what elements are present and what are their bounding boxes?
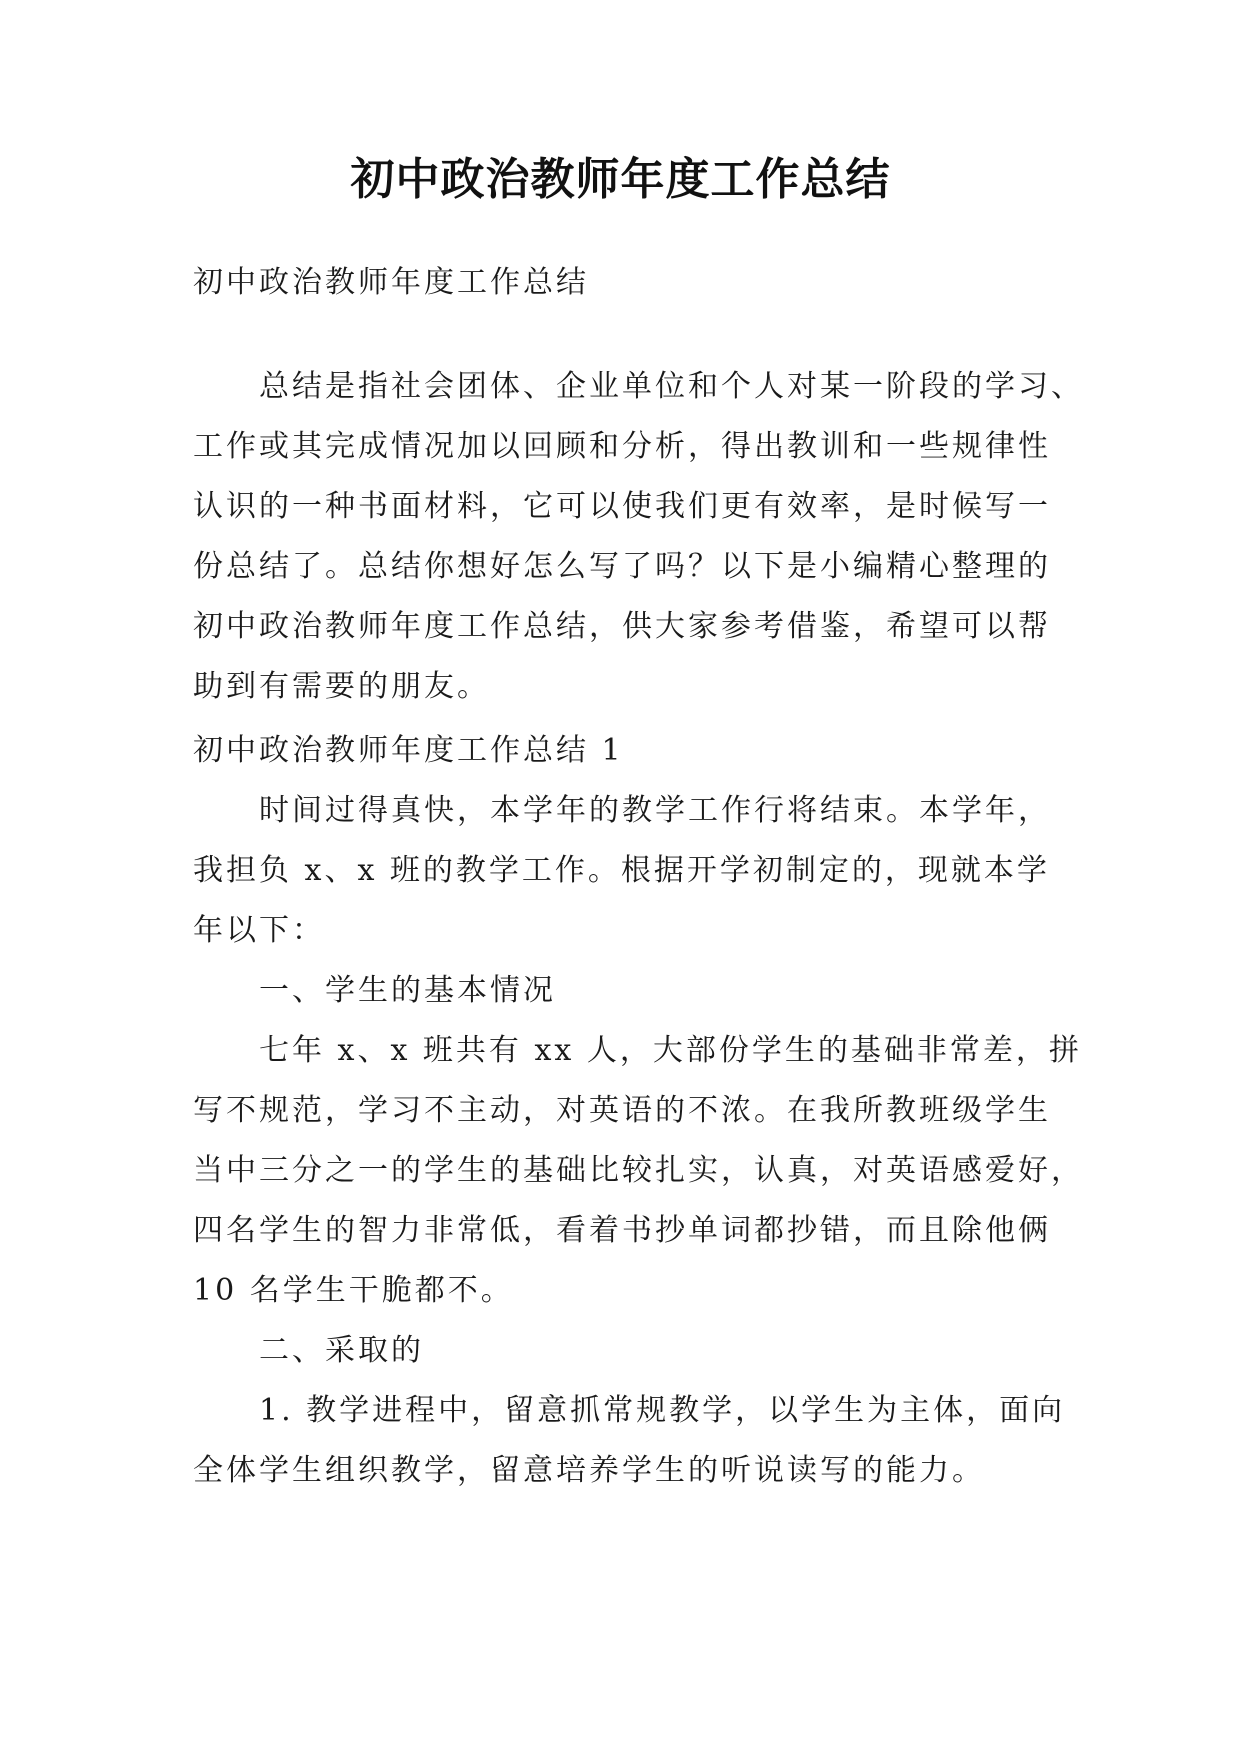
- subheading-line: 二、采取的: [259, 1333, 424, 1368]
- paragraph-line: 全体学生组织教学，留意培养学生的听说读写的能力。: [193, 1453, 985, 1488]
- section-body: [193, 781, 1084, 1501]
- paragraph-line: 我担负 x、x 班的教学工作。根据开学初制定的，现就本学: [193, 853, 1050, 888]
- section-heading-line: 初中政治教师年度工作总结 1: [193, 733, 624, 768]
- paragraph-line: 当中三分之一的学生的基础比较扎实，认真，对英语感爱好，: [193, 1153, 1084, 1188]
- paragraph-line: 份总结了。总结你想好怎么写了吗？以下是小编精心整理的: [193, 549, 1051, 584]
- section-heading: [193, 721, 1058, 781]
- paragraph-line: 写不规范，学习不主动，对英语的不浓。在我所教班级学生: [193, 1093, 1051, 1128]
- document-subtitle: [193, 253, 1058, 313]
- subtitle-line: 初中政治教师年度工作总结: [193, 265, 589, 300]
- paragraph-line: 四名学生的智力非常低，看着书抄单词都抄错，而且除他俩: [193, 1213, 1051, 1248]
- intro-paragraph: [193, 357, 1084, 717]
- paragraph-line: 认识的一种书面材料，它可以使我们更有效率，是时候写一: [193, 489, 1051, 524]
- paragraph-line: 时间过得真快，本学年的教学工作行将结束。本学年，: [259, 793, 1051, 828]
- document-title: 初中政治教师年度工作总结: [350, 154, 891, 205]
- paragraph-line: 工作或其完成情况加以回顾和分析，得出教训和一些规律性: [193, 429, 1051, 464]
- paragraph-line: 助到有需要的朋友。: [193, 669, 490, 704]
- subheading-line: 一、学生的基本情况: [259, 973, 556, 1008]
- paragraph-line: 总结是指社会团体、企业单位和个人对某一阶段的学习、: [259, 369, 1084, 404]
- paragraph-line: 七年 x、x 班共有 xx 人，大部份学生的基础非常差，拼: [259, 1033, 1082, 1068]
- paragraph-line: 初中政治教师年度工作总结，供大家参考借鉴，希望可以帮: [193, 609, 1051, 644]
- paragraph-line: 1. 教学进程中，留意抓常规教学，以学生为主体，面向: [259, 1393, 1066, 1428]
- paragraph-line: 年以下：: [193, 913, 325, 948]
- paragraph-line: 10 名学生干脆都不。: [193, 1273, 514, 1308]
